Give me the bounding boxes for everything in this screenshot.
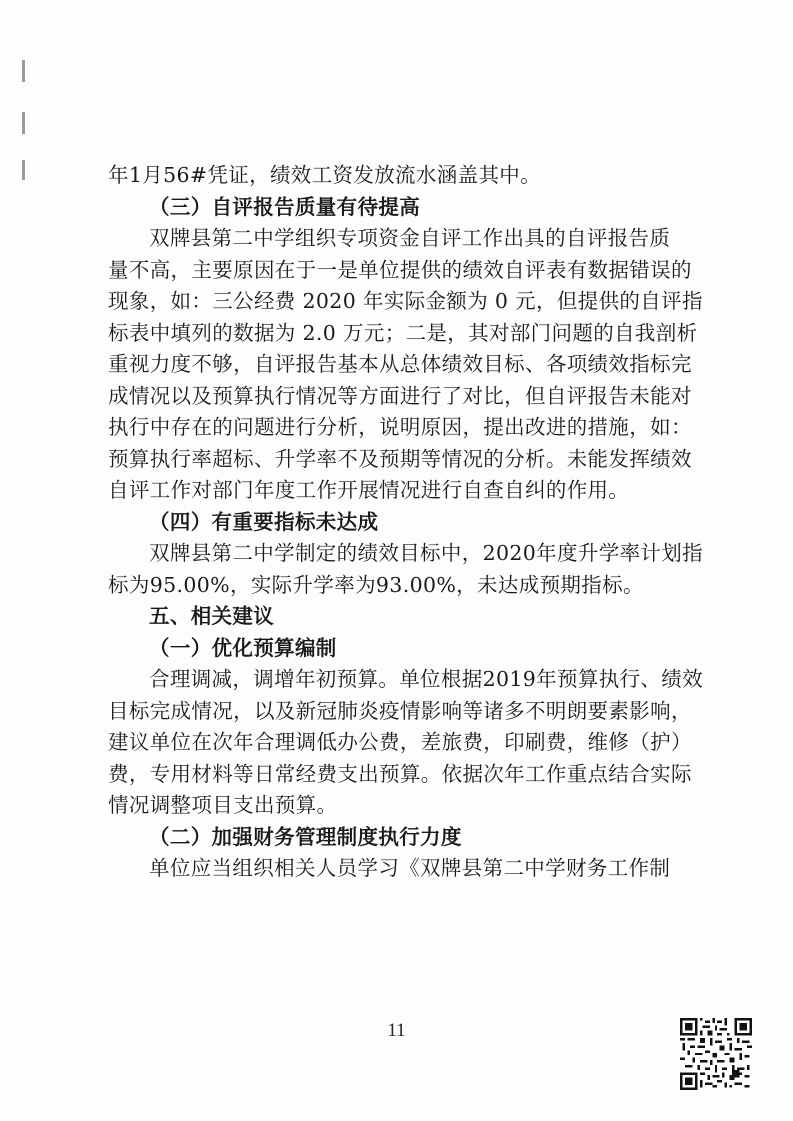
text-line: 量不高，主要原因在于一是单位提供的绩效自评表有数据错误的 <box>108 257 692 282</box>
text-line: 合理调减，调增年初预算。单位根据2019年预算执行、绩效 <box>149 667 703 691</box>
text-line: 双牌县第二中学制定的绩效目标中，2020年度升学率计划指 <box>149 541 703 565</box>
page-number: 11 <box>387 1020 406 1041</box>
text-line: 预算执行率超标、升学率不及预期等情况的分析。未能发挥绩效 <box>108 446 692 471</box>
binding-mark <box>22 160 25 180</box>
text-line: 目标完成情况，以及新冠肺炎疫情影响等诸多不明朗要素影响， <box>108 698 692 723</box>
binding-mark <box>22 112 25 134</box>
text-line: 标表中填列的数据为 2.0 万元；二是，其对部门问题的自我剖析 <box>108 320 698 345</box>
text-line: 重视力度不够，自评报告基本从总体绩效目标、各项绩效指标完 <box>108 352 692 376</box>
text-line: 标为95.00%，实际升学率为93.00%，未达成预期指标。 <box>108 572 644 597</box>
text-line: 单位应当组织相关人员学习《双牌县第二中学财务工作制 <box>149 856 671 880</box>
section-heading: （二）加强财务管理制度执行力度 <box>149 824 462 849</box>
chapter-heading: 五、相关建议 <box>149 604 275 628</box>
section-heading: （四）有重要指标未达成 <box>149 509 379 534</box>
text-line: 费，专用材料等日常经费支出预算。依据次年工作重点结合实际 <box>108 761 692 786</box>
binding-mark <box>22 60 25 82</box>
text-line: 双牌县第二中学组织专项资金自评工作出具的自评报告质 <box>149 226 671 250</box>
body-text <box>108 160 703 885</box>
section-heading: （一）优化预算编制 <box>149 635 337 660</box>
text-line: 成情况以及预算执行情况等方面进行了对比，但自评报告未能对 <box>108 383 692 408</box>
text-line: 执行中存在的问题进行分析，说明原因，提出改进的措施，如： <box>108 415 692 439</box>
text-line: 建议单位在次年合理调低办公费，差旅费，印刷费，维修（护） <box>108 730 692 754</box>
section-heading: （三）自评报告质量有待提高 <box>149 194 421 219</box>
text-line: 自评工作对部门年度工作开展情况进行自查自纠的作用。 <box>108 478 630 502</box>
text-line: 情况调整项目支出预算。 <box>108 793 338 817</box>
qr-code-icon <box>680 1018 752 1090</box>
text-line: 现象，如：三公经费 2020 年实际金额为 0 元，但提供的自评指 <box>108 289 703 313</box>
text-line: 年1月56#凭证，绩效工资发放流水涵盖其中。 <box>108 163 542 187</box>
